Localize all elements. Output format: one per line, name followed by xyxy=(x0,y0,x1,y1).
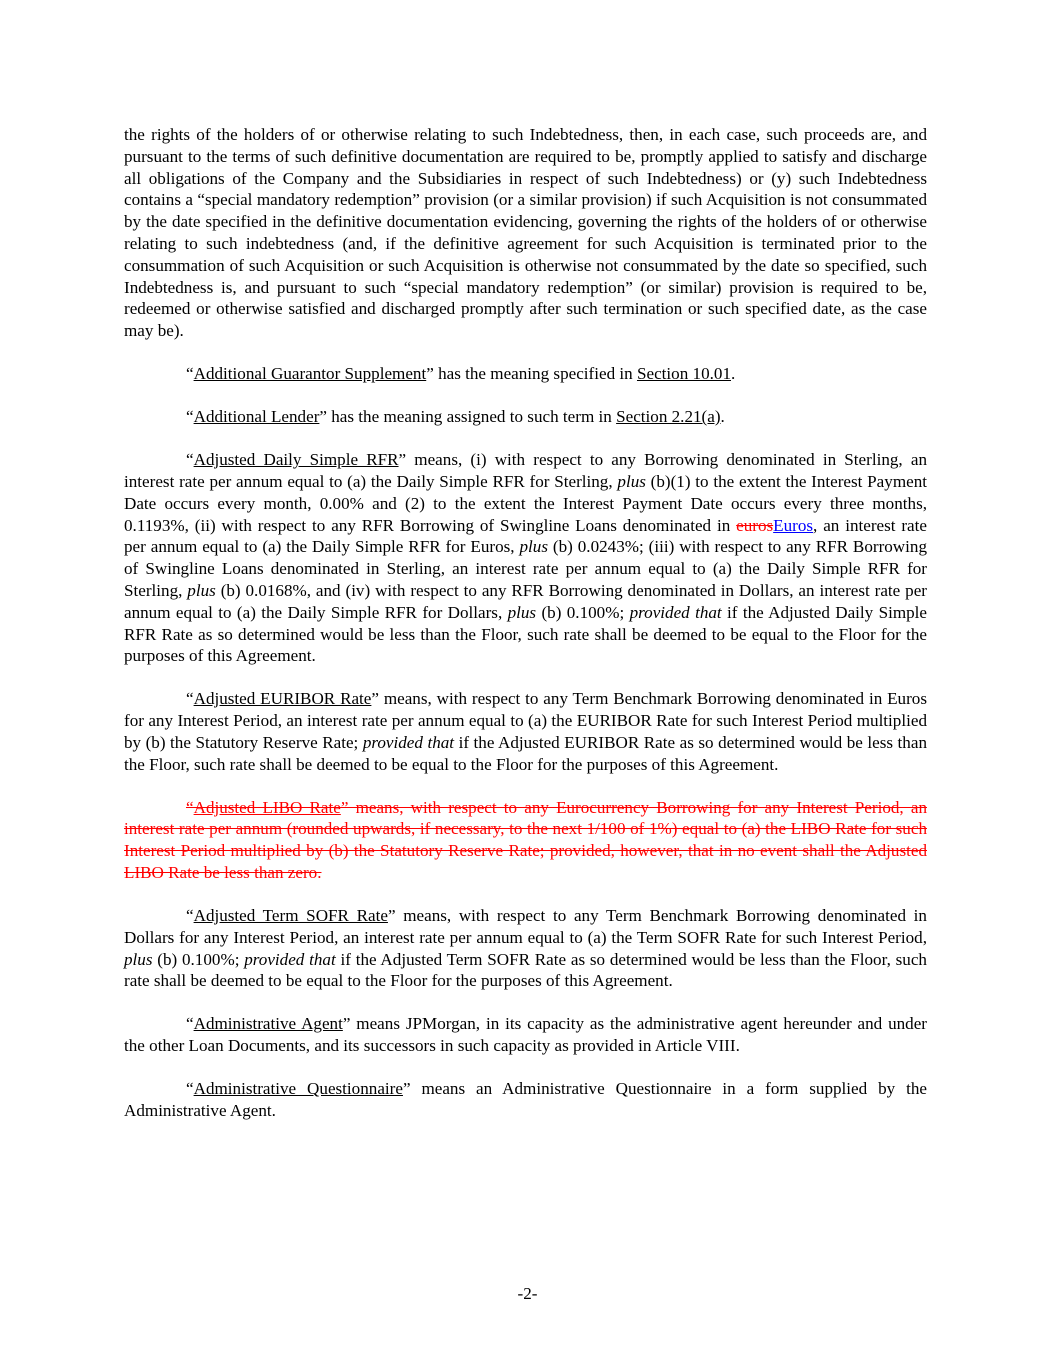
section-reference: Section 2.21(a) xyxy=(616,407,721,427)
plus-italic: plus xyxy=(124,949,153,969)
defined-term: Administrative Questionnaire xyxy=(193,1079,403,1099)
definition-administrative-questionnaire: “Administrative Questionnaire” means an Administrative Questionnaire in a form supplied by the Administrative Agent. xyxy=(124,1079,927,1120)
defined-term: Administrative Agent xyxy=(193,1014,343,1034)
plus-italic: plus xyxy=(519,537,548,557)
plus-italic: plus xyxy=(187,580,216,600)
defined-term: Adjusted Term SOFR Rate xyxy=(193,906,388,926)
definition-additional-lender: “Additional Lender” has the meaning assigned to such term in Section 2.21(a). xyxy=(186,407,725,427)
plus-italic: plus xyxy=(617,471,646,491)
defined-term: Adjusted EURIBOR Rate xyxy=(193,689,372,709)
defined-term: Adjusted LIBO Rate xyxy=(193,797,341,817)
definition-adjusted-libo-rate-deleted: “Adjusted LIBO Rate” means, with respect to any Eurocurrency Borrowing for any Interest Period, an interest rate per annum (rounded upwards, if necessary, to the next 1/100 of 1%) equal to (a) the LIBO Rate for such Interest Period multiplied by (b) the Statutory Reserve Rate; provided, however, that in no event shall the Adjusted LIBO Rate be less than zero. xyxy=(124,797,927,883)
page-number: -2- xyxy=(517,1284,538,1303)
definition-adjusted-daily-simple-rfr: “Adjusted Daily Simple RFR” means, (i) with respect to any Borrowing denominated in Sterling, an interest rate per annum equal to (a) the Daily Simple RFR for Sterling, plus (b)(1) to the extent the Interest Payment Date occurs every month, 0.00% and (2) to the extent the Interest Payment Date occurs every three months, 0.1193%, (ii) with respect to any RFR Borrowing of Swingline Loans denominated in eurosEuros, an interest rate per annum equal to (a) the Daily Simple RFR for Euros, plus (b) 0.0243%; (iii) with respect to any RFR Borrowing of Swingline Loans denominated in Sterling, an interest rate per annum equal to (a) the Daily Simple RFR for Sterling, plus (b) 0.0168%, and (iv) with respect to any RFR Borrowing denominated in Dollars, an interest rate per annum equal to (a) the Daily Simple RFR for Dollars, plus (b) 0.100%; provided that if the Adjusted Daily Simple RFR Rate as so determined would be less than the Floor, such rate shall be deemed to be equal to the Floor for the purposes of this Agreement. xyxy=(124,450,928,666)
definition-additional-guarantor-supplement: “Additional Guarantor Supplement” has the meaning specified in Section 10.01. xyxy=(186,364,736,384)
defined-term: Additional Lender xyxy=(193,407,320,427)
section-reference: Section 10.01 xyxy=(636,364,731,384)
plus-italic: plus xyxy=(507,602,537,622)
proviso-italic: provided that xyxy=(629,602,722,622)
definition-adjusted-term-sofr-rate: “Adjusted Term SOFR Rate” means, with respect to any Term Benchmark Borrowing denominated in Dollars for any Interest Period, an interest rate per annum equal to (a) the Term SOFR Rate for such Interest Period, plus (b) 0.100%; provided that if the Adjusted Term SOFR Rate as so determined would be less than the Floor, such rate shall be deemed to be equal to the Floor for the purposes of this Agreement. xyxy=(124,906,927,991)
proviso-italic: provided that xyxy=(362,732,455,752)
proviso-italic: provided that xyxy=(244,949,336,969)
definition-administrative-agent: “Administrative Agent” means JPMorgan, in its capacity as the administrative agent hereunder and under the other Loan Documents, and its successors in such capacity as provided in Article VIII. xyxy=(124,1014,927,1056)
defined-term: Additional Guarantor Supplement xyxy=(193,364,427,384)
inserted-text: Euros xyxy=(773,515,814,535)
deleted-text: euros xyxy=(736,515,774,535)
paragraph-continuation: the rights of the holders of or otherwise relating to such Indebtedness, then, in each case, such proceeds are, and pursuant to the terms of such definitive documentation are required to be, promptly applied to satisfy and discharge all obligations of the Company and the Subsidiaries in respect of such Indebtedness) or (y) such Indebtedness contains a “special mandatory redemption” provision (or a similar provision) if such Acquisition is not consummated by the date specified in the definitive documentation evidencing, governing the rights of the holders of or otherwise relating to such indebtedness (and, if the definitive agreement for such Acquisition is terminated prior to the consummation of such Acquisition or such Acquisition is otherwise not consummated by the date so specified, such Indebtedness is, and pursuant to such “special mandatory redemption” (or similar) provision is required to be, redeemed or otherwise satisfied and discharged promptly after such termination or such specified date, as the case may be). xyxy=(124,125,927,341)
definition-adjusted-euribor-rate: “Adjusted EURIBOR Rate” means, with respect to any Term Benchmark Borrowing denominated in Euros for any Interest Period, an interest rate per annum equal to (a) the EURIBOR Rate for such Interest Period multiplied by (b) the Statutory Reserve Rate; provided that if the Adjusted EURIBOR Rate as so determined would be less than the Floor, such rate shall be deemed to be equal to the Floor for the purposes of this Agreement. xyxy=(124,689,927,774)
document-page xyxy=(124,124,927,1143)
defined-term: Adjusted Daily Simple RFR xyxy=(193,450,399,470)
